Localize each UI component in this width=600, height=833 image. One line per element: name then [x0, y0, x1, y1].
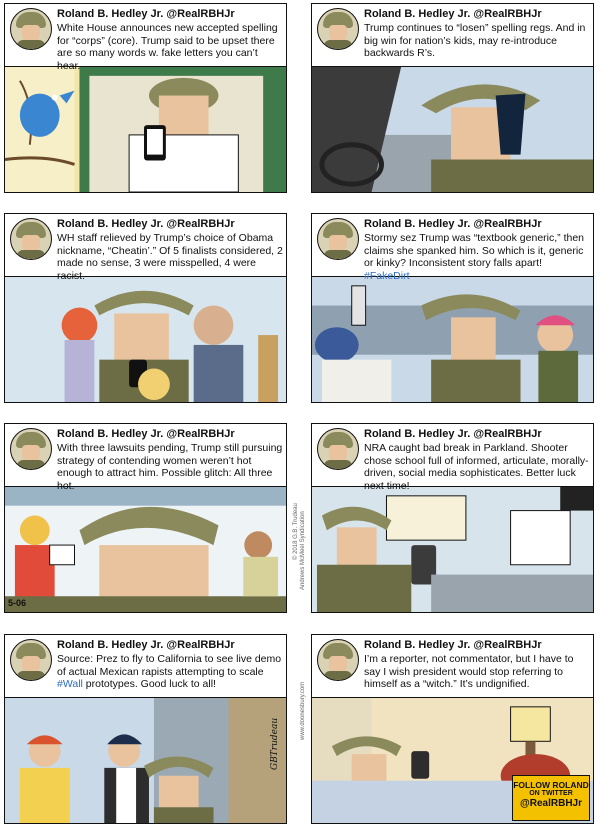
tweet-box [312, 214, 593, 282]
website-note: www.doonesbury.com [300, 681, 306, 740]
comic-panel-8 [311, 634, 594, 824]
follow-roland-badge [512, 775, 590, 821]
avatar [10, 8, 52, 50]
signature: GBTrudeau [270, 717, 280, 770]
avatar [10, 639, 52, 681]
tweet-box [312, 424, 593, 492]
avatar [10, 428, 52, 470]
comic-panel-3 [4, 213, 287, 403]
scene-newsroom [5, 486, 286, 612]
syndication-note: Andrews McMeel Syndication [300, 511, 306, 590]
tweet-handle: Roland B. Hedley Jr. @RealRBHJr [57, 8, 235, 20]
tweet-handle: Roland B. Hedley Jr. @RealRBHJr [364, 428, 542, 440]
tweet-box [5, 424, 286, 492]
tweet-text: With three lawsuits pending, Trump still pursuing strategy of contending women weren’t hot enough to attract him. Possible glitch: All three hot. [57, 442, 283, 492]
tweet-text: White House announces new accepted spelling for “corps” (core). Trump said to be upset there are so many words w. fake letters you can’t hear. [57, 22, 278, 72]
date-stamp: 5-06 [8, 598, 27, 608]
comic-panel-1 [4, 3, 287, 193]
avatar [317, 218, 359, 260]
tweet-text: I’m a reporter, not commentator, but I have to say I wish president would stop referring to himself as a “witch.” It’s undignified. [364, 653, 574, 690]
scene-car-interior [312, 66, 593, 192]
tweet-box [5, 635, 286, 698]
scene-office-crowd [5, 276, 286, 402]
tweet-handle: Roland B. Hedley Jr. @RealRBHJr [364, 8, 542, 20]
tweet-text: Source: Prez to fly to California to see live demo of actual Mexican rapists attempting to scale #Wall prototypes. Good luck to all! [57, 653, 282, 690]
comic-panel-7 [4, 634, 287, 824]
copyright-note: © 2018 G.B. Trudeau [293, 503, 299, 560]
scene-subway [312, 276, 593, 402]
comic-panel-5 [4, 423, 287, 613]
comic-panel-2 [311, 3, 594, 193]
tweet-text: Stormy sez Trump was “textbook generic,” then claims she spanked him. So which is it, generic or kinky? Inconsistent story falls apart! #FakeDirt [364, 232, 585, 282]
tweet-handle: Roland B. Hedley Jr. @RealRBHJr [364, 218, 542, 230]
avatar [317, 639, 359, 681]
comic-panel-6 [311, 423, 594, 613]
tweet-box [5, 214, 286, 282]
scene-office-desk [312, 486, 593, 612]
tweet-box [5, 4, 286, 72]
tweet-box [312, 4, 593, 67]
follow-handle: @RealRBHJr [520, 798, 582, 809]
follow-line-2: ON TWITTER [529, 790, 573, 797]
scene-airport [5, 697, 286, 823]
comic-panel-4 [311, 213, 594, 403]
tweet-text: NRA caught bad break in Parkland. Shooter chose school full of informed, articulate, morally-driven, social media sophisticates. Better luck next time! [364, 442, 589, 492]
tweet-text: WH staff relieved by Trump’s choice of Obama nickname, “Cheatin’.” Of 5 finalists considered, 2 made no sense, 3 were misspelled, 4 were racist. [57, 232, 283, 282]
avatar [10, 218, 52, 260]
tweet-box [312, 635, 593, 698]
follow-line-1: FOLLOW ROLAND [513, 780, 589, 790]
tweet-text: Trump continues to “losen” spelling regs. And in big win for nation’s kids, may re-introduce backwards R’s. [364, 22, 586, 59]
avatar [317, 8, 359, 50]
tweet-handle: Roland B. Hedley Jr. @RealRBHJr [57, 218, 235, 230]
scene-window-bird [5, 66, 286, 192]
tweet-handle: Roland B. Hedley Jr. @RealRBHJr [364, 639, 542, 651]
tweet-handle: Roland B. Hedley Jr. @RealRBHJr [57, 428, 235, 440]
tweet-handle: Roland B. Hedley Jr. @RealRBHJr [57, 639, 235, 651]
avatar [317, 428, 359, 470]
